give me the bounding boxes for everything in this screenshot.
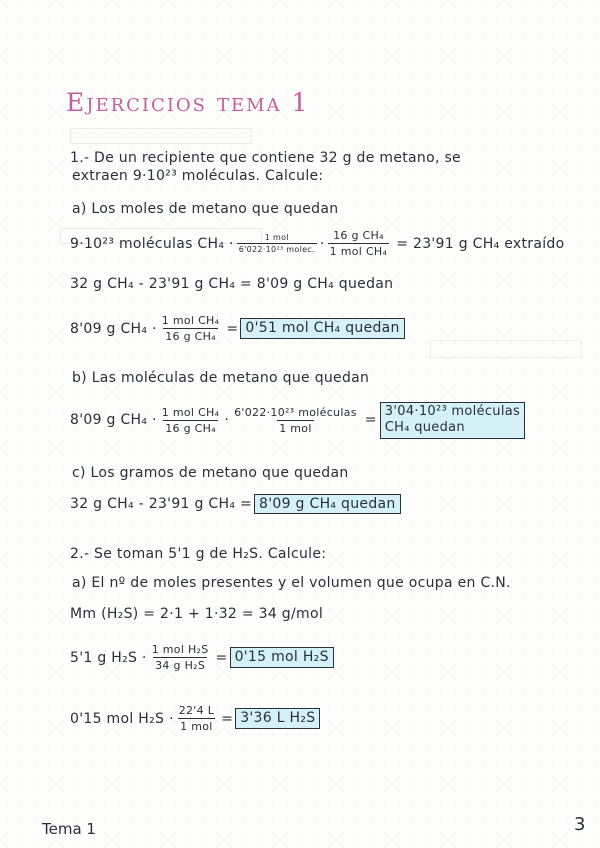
dot-operator: · xyxy=(224,412,230,429)
equals-sign: = xyxy=(364,412,377,429)
fraction xyxy=(160,314,222,343)
answer-box xyxy=(380,402,525,439)
calc-start: 9·10²³ moléculas CH₄ · xyxy=(70,235,234,252)
problem-2a-moles xyxy=(70,643,334,672)
fraction-numerator: 1 mol H₂S xyxy=(151,643,209,656)
calc-result: = 23'91 g CH₄ extraído xyxy=(396,235,565,252)
fraction-denominator: 16 g CH₄ xyxy=(165,421,216,435)
bleed-through xyxy=(430,340,582,358)
equals-sign: = xyxy=(226,320,239,337)
answer-line-1: 3'04·10²³ moléculas xyxy=(384,404,521,419)
problem-1-statement-line-2: extraen 9·10²³ moléculas. Calcule: xyxy=(72,168,324,184)
fraction-numerator: 1 mol CH₄ xyxy=(161,405,220,419)
fraction-denominator: 34 g H₂S xyxy=(155,659,206,672)
problem-1a-calculation xyxy=(70,229,564,258)
answer-box: 0'15 mol H₂S xyxy=(230,647,334,667)
problem-1c-label: c) Los gramos de metano que quedan xyxy=(72,465,349,481)
calc-text: 32 g CH₄ - 23'91 g CH₄ = xyxy=(70,496,253,513)
bleed-through xyxy=(70,128,252,144)
equals-sign: = xyxy=(215,649,228,666)
problem-1-statement-line-1: 1.- De un recipiente que contiene 32 g de metano, se xyxy=(70,150,461,166)
fraction xyxy=(232,406,359,435)
problem-1a-subtraction: 32 g CH₄ - 23'91 g CH₄ = 8'09 g CH₄ quedan xyxy=(70,276,394,292)
fraction-denominator: 16 g CH₄ xyxy=(165,330,216,343)
page-number: 3 xyxy=(574,814,586,835)
fraction-numerator: 22'4 L xyxy=(178,704,215,717)
answer-box: 0'51 mol CH₄ quedan xyxy=(240,318,404,338)
page-title: Ejercicios tema 1 xyxy=(66,88,310,117)
fraction-numerator: 1 mol xyxy=(264,233,289,242)
equals-sign: = xyxy=(221,710,234,727)
fraction xyxy=(328,229,390,258)
fraction-denominator: 1 mol CH₄ xyxy=(329,245,388,258)
dot-operator: · xyxy=(319,235,325,252)
problem-2-statement: 2.- Se toman 5'1 g de H₂S. Calcule: xyxy=(70,546,327,562)
fraction-denominator: 1 mol xyxy=(180,720,213,733)
calc-start: 8'09 g CH₄ · xyxy=(70,412,157,429)
calc-start: 8'09 g CH₄ · xyxy=(70,320,157,337)
fraction-numerator: 16 g CH₄ xyxy=(333,229,384,242)
fraction xyxy=(160,406,222,435)
problem-2a-volume xyxy=(70,704,320,733)
problem-1c-calculation xyxy=(70,494,401,514)
calc-start: 0'15 mol H₂S · xyxy=(70,710,174,727)
answer-box: 8'09 g CH₄ quedan xyxy=(254,494,401,514)
molar-mass: Mm (H₂S) = 2·1 + 1·32 = 34 g/mol xyxy=(70,606,324,622)
calc-start: 5'1 g H₂S · xyxy=(70,649,147,666)
answer-box: 3'36 L H₂S xyxy=(235,708,320,728)
fraction xyxy=(150,643,211,672)
fraction xyxy=(237,233,317,254)
answer-line-2: CH₄ quedan xyxy=(384,420,465,436)
problem-1b-label: b) Las moléculas de metano que quedan xyxy=(72,370,370,386)
problem-1a-moles xyxy=(70,314,405,343)
fraction-numerator: 6'022·10²³ moléculas xyxy=(234,405,357,419)
fraction xyxy=(177,704,216,733)
fraction-numerator: 1 mol CH₄ xyxy=(161,314,220,327)
problem-1b-calculation xyxy=(70,402,525,439)
fraction-denominator: 1 mol xyxy=(279,421,312,435)
fraction-denominator: 6'022·10²³ molec. xyxy=(238,245,315,254)
problem-2a-label: a) El nº de moles presentes y el volumen que ocupa en C.N. xyxy=(72,575,511,591)
problem-1a-label: a) Los moles de metano que quedan xyxy=(72,201,339,217)
footer-label: Tema 1 xyxy=(42,820,96,838)
